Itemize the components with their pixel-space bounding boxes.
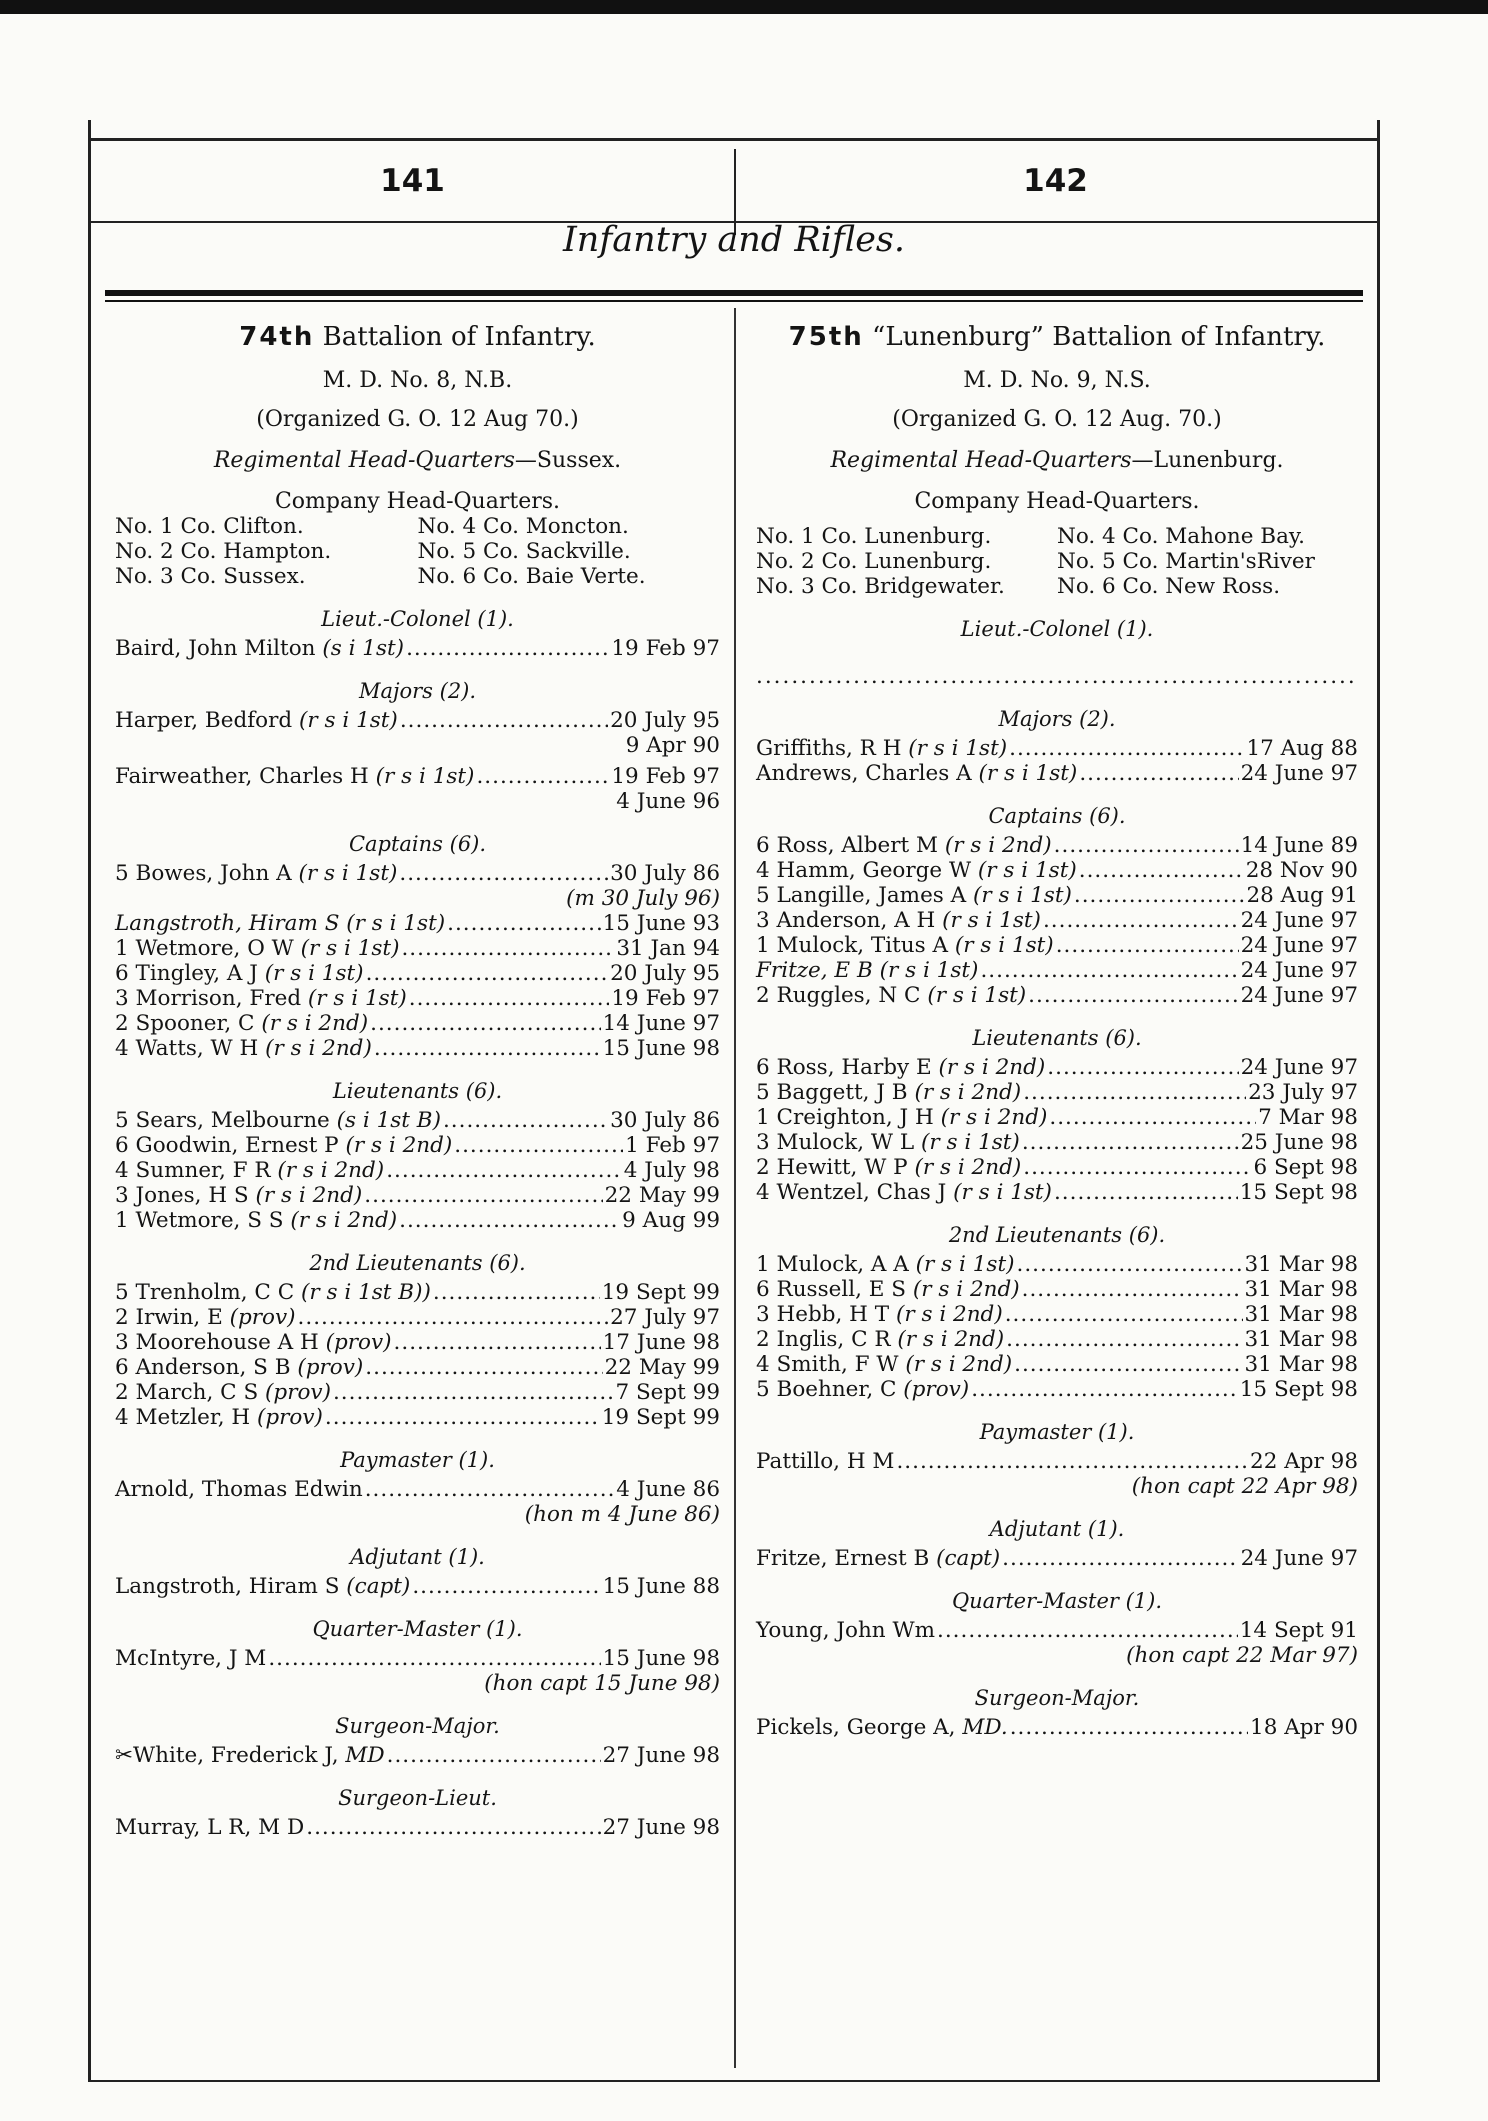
commission-date: 24 June 97 xyxy=(1240,908,1358,933)
officer-entry xyxy=(756,933,1358,958)
regimental-hq xyxy=(115,448,720,473)
commission-date: 27 June 98 xyxy=(602,1743,720,1768)
commission-date: 24 June 97 xyxy=(1240,983,1358,1008)
scan-edge-bar xyxy=(0,0,1488,14)
officer-name: Pickels, George A, xyxy=(756,1715,956,1740)
officer-entry xyxy=(115,986,720,1011)
regimental-hq xyxy=(756,448,1358,473)
qualification: (r s i 2nd) xyxy=(905,1352,1013,1377)
officer-name: 5 Sears, Melbourne xyxy=(115,1108,330,1133)
page-number-left: 141 xyxy=(380,163,445,199)
officer-entry xyxy=(115,1355,720,1380)
qualification: (r s i 1st) xyxy=(879,958,979,983)
officer-entry xyxy=(115,1574,720,1599)
officer-name: 4 Hamm, George W xyxy=(756,858,972,883)
officer-name: Arnold, Thomas Edwin xyxy=(115,1477,363,1502)
officer-entry xyxy=(756,1546,1358,1571)
battalion-name: “Lunenburg” Battalion of Infantry. xyxy=(872,322,1326,352)
qualification: (prov) xyxy=(257,1405,323,1430)
organized-note: (Organized G. O. 12 Aug 70.) xyxy=(256,407,579,432)
company-entry: No. 3 Co. Bridgewater. xyxy=(756,574,1005,599)
officer-entry xyxy=(115,636,720,661)
commission-date: 9 Aug 99 xyxy=(622,1208,720,1233)
company-entry: No. 6 Co. New Ross. xyxy=(1057,574,1281,599)
officer-name: 4 Watts, W H xyxy=(115,1036,259,1061)
commission-date: 19 Sept 99 xyxy=(601,1405,720,1430)
officer-entry xyxy=(756,1055,1358,1080)
entry-note-text: (hon capt 15 June 98) xyxy=(484,1671,720,1696)
commission-date: 14 June 97 xyxy=(602,1011,720,1036)
qualification: (r s i 1st) xyxy=(915,1252,1015,1277)
officer-entry xyxy=(756,1105,1358,1130)
qualification: (capt) xyxy=(936,1546,1001,1571)
rank-heading: Lieutenants (6). xyxy=(972,1026,1142,1050)
rank-heading: Captains (6). xyxy=(988,804,1126,828)
company-row xyxy=(115,514,720,539)
qualification: (r s i 1st) xyxy=(307,986,407,1011)
officer-entry xyxy=(756,1277,1358,1302)
qualification: (r s i 2nd) xyxy=(914,1080,1022,1105)
commission-date: 31 Mar 98 xyxy=(1244,1352,1358,1377)
officer-name: Young, John Wm xyxy=(756,1618,935,1643)
qualification: (r s i 1st) xyxy=(300,936,400,961)
commission-date: 27 June 98 xyxy=(602,1815,720,1840)
commission-date: 30 July 86 xyxy=(610,861,720,886)
rank-heading: Majors (2). xyxy=(998,707,1116,731)
officer-name: Griffiths, R H xyxy=(756,736,902,761)
rank-heading: Lieutenants (6). xyxy=(332,1079,503,1103)
company-entry: No. 5 Co. Martin'sRiver xyxy=(1057,549,1315,574)
commission-date: 28 Nov 90 xyxy=(1245,858,1358,883)
officer-name: 2 Irwin, E xyxy=(115,1305,223,1330)
officer-name: 5 Bowes, John A xyxy=(115,861,292,886)
officer-entry xyxy=(756,1130,1358,1155)
officer-name: 2 Inglis, C R xyxy=(756,1327,891,1352)
officer-name: Baird, John Milton xyxy=(115,636,316,661)
officer-entry xyxy=(115,861,720,886)
officer-name: 6 Goodwin, Ernest P xyxy=(115,1133,339,1158)
organized-note: (Organized G. O. 12 Aug. 70.) xyxy=(892,407,1222,432)
officer-entry xyxy=(756,1327,1358,1352)
commission-date: 7 Mar 98 xyxy=(1258,1105,1358,1130)
commission-date: 19 Feb 97 xyxy=(611,764,720,789)
officer-entry xyxy=(756,833,1358,858)
commission-date: 24 June 97 xyxy=(1240,1055,1358,1080)
officer-name: 6 Ross, Albert M xyxy=(756,833,939,858)
qualification: (r s i 1st) xyxy=(346,911,446,936)
officer-entry xyxy=(115,1305,720,1330)
officer-name: 4 Wentzel, Chas J xyxy=(756,1180,947,1205)
company-entry: No. 5 Co. Sackville. xyxy=(417,539,631,564)
qualification: (r s i 1st) xyxy=(977,858,1077,883)
officer-name: 1 Mulock, Titus A xyxy=(756,933,949,958)
qualification: (s i 1st) xyxy=(322,636,405,661)
officer-name: Murray, L R, M D xyxy=(115,1815,305,1840)
qualification: (r s i 1st) xyxy=(908,736,1008,761)
commission-date: 31 Mar 98 xyxy=(1244,1302,1358,1327)
officer-name: 6 Anderson, S B xyxy=(115,1355,291,1380)
officer-name: 3 Jones, H S xyxy=(115,1183,249,1208)
officer-name: 3 Anderson, A H xyxy=(756,908,936,933)
rank-heading: Adjutant (1). xyxy=(989,1517,1125,1541)
regimental-hq-label: Regimental Head-Quarters xyxy=(830,448,1132,473)
qualification: (r s i 2nd) xyxy=(944,833,1052,858)
qualification: (r s i 2nd) xyxy=(897,1327,1005,1352)
commission-date: 25 June 98 xyxy=(1240,1130,1358,1155)
officer-name: 2 Hewitt, W P xyxy=(756,1155,908,1180)
rank-heading: 2nd Lieutenants (6). xyxy=(948,1223,1166,1247)
qualification: (prov) xyxy=(297,1355,364,1380)
officer-entry xyxy=(115,1011,720,1036)
company-row xyxy=(756,524,1358,549)
officer-name: 3 Moorehouse A H xyxy=(115,1330,319,1355)
officer-entry xyxy=(756,1449,1358,1474)
company-entry: No. 2 Co. Lunenburg. xyxy=(756,549,992,574)
officer-name: Fritze, E B xyxy=(756,958,873,983)
rank-heading: Majors (2). xyxy=(358,679,477,703)
officer-entry xyxy=(115,1183,720,1208)
rank-heading: Paymaster (1). xyxy=(340,1448,495,1472)
commission-date: 15 Sept 98 xyxy=(1239,1377,1358,1402)
officer-entry xyxy=(115,1158,720,1183)
officer-name: Pattillo, H M xyxy=(756,1449,895,1474)
officer-entry xyxy=(115,764,720,789)
commission-date: 14 Sept 91 xyxy=(1239,1618,1358,1643)
officer-entry xyxy=(756,1302,1358,1327)
qualification: (r s i 2nd) xyxy=(912,1277,1020,1302)
commission-date: 31 Mar 98 xyxy=(1244,1252,1358,1277)
commission-date: 24 June 97 xyxy=(1240,1546,1358,1571)
header-rule-thin xyxy=(105,300,1363,302)
rank-heading: Captains (6). xyxy=(348,832,487,856)
commission-date: 17 June 98 xyxy=(602,1330,720,1355)
qualification: (r s i 1st) xyxy=(921,1130,1020,1155)
company-row xyxy=(115,564,720,589)
entry-note-text: (hon capt 22 Apr 98) xyxy=(1131,1474,1358,1499)
officer-name: ✂White, Frederick J, xyxy=(115,1743,339,1768)
rank-heading: Paymaster (1). xyxy=(979,1420,1135,1444)
officer-entry xyxy=(115,1815,720,1840)
officer-name: 6 Russell, E S xyxy=(756,1277,907,1302)
officer-entry xyxy=(115,1133,720,1158)
officer-entry xyxy=(756,1352,1358,1377)
qualification: (r s i 2nd) xyxy=(940,1105,1048,1130)
qualification: (r s i 2nd) xyxy=(290,1208,398,1233)
qualification: (r s i 1st) xyxy=(942,908,1041,933)
officer-entry xyxy=(115,1743,720,1768)
company-entry: No. 1 Co. Lunenburg. xyxy=(756,524,992,549)
officer-name: 4 Sumner, F R xyxy=(115,1158,271,1183)
rank-heading: Surgeon-Lieut. xyxy=(338,1786,497,1810)
qualification: (s i 1st B) xyxy=(336,1108,441,1133)
officer-name: 3 Mulock, W L xyxy=(756,1130,915,1155)
qualification: (r s i 1st) xyxy=(927,983,1027,1008)
officer-entry xyxy=(115,1330,720,1355)
commission-date: 28 Aug 91 xyxy=(1246,883,1358,908)
commission-date: 15 Sept 98 xyxy=(1239,1180,1358,1205)
commission-date: 22 Apr 98 xyxy=(1250,1449,1358,1474)
right-column xyxy=(756,315,1358,1740)
qualification: MD. xyxy=(962,1715,1008,1740)
battalion-name: Battalion of Infantry. xyxy=(322,322,596,352)
officer-name: 5 Trenholm, C C xyxy=(115,1280,295,1305)
officer-name: 1 Wetmore, S S xyxy=(115,1208,284,1233)
commission-date: 31 Mar 98 xyxy=(1244,1277,1358,1302)
company-entry: No. 4 Co. Moncton. xyxy=(417,514,629,539)
company-row xyxy=(756,549,1358,574)
commission-date: 19 Sept 99 xyxy=(601,1280,720,1305)
company-entry: No. 2 Co. Hampton. xyxy=(115,539,332,564)
entry-note xyxy=(115,1502,720,1527)
commission-date: 31 Jan 94 xyxy=(616,936,720,961)
commission-date: 27 July 97 xyxy=(610,1305,720,1330)
rank-heading: Adjutant (1). xyxy=(350,1545,485,1569)
officer-name: McIntyre, J M xyxy=(115,1646,267,1671)
officer-name: 3 Hebb, H T xyxy=(756,1302,890,1327)
officer-entry xyxy=(115,1208,720,1233)
qualification: (capt) xyxy=(346,1574,411,1599)
officer-name: Langstroth, Hiram S xyxy=(115,911,340,936)
commission-date: 30 July 86 xyxy=(610,1108,720,1133)
officer-entry xyxy=(756,1715,1358,1740)
officer-entry xyxy=(756,1252,1358,1277)
officer-entry xyxy=(756,1155,1358,1180)
qualification: (r s i 1st) xyxy=(375,764,475,789)
page-number-right: 142 xyxy=(1023,163,1088,199)
commission-date: 7 Sept 99 xyxy=(615,1380,720,1405)
section-title: Infantry and Rifles. xyxy=(562,220,906,260)
officer-name: 5 Baggett, J B xyxy=(756,1080,908,1105)
entry-note-text: (hon capt 22 Mar 97) xyxy=(1126,1643,1358,1668)
officer-name: 5 Boehner, C xyxy=(756,1377,897,1402)
regimental-hq-value: —Lunenburg. xyxy=(1131,448,1284,473)
qualification: (r s i 2nd) xyxy=(938,1055,1046,1080)
officer-name: 2 Spooner, C xyxy=(115,1011,255,1036)
vacant-leader-line xyxy=(756,664,1358,689)
rank-heading: 2nd Lieutenants (6). xyxy=(309,1251,526,1275)
officer-entry xyxy=(115,961,720,986)
entry-note xyxy=(756,1474,1358,1499)
officer-name: 1 Creighton, J H xyxy=(756,1105,934,1130)
commission-date: 1 Feb 97 xyxy=(625,1133,720,1158)
qualification: (r s i 1st) xyxy=(953,1180,1052,1205)
company-list xyxy=(756,524,1358,599)
officer-entry xyxy=(115,936,720,961)
qualification: (r s i 2nd) xyxy=(895,1302,1003,1327)
entry-note-text: (m 30 July 96) xyxy=(566,886,720,911)
qualification: (r s i 2nd) xyxy=(261,1011,369,1036)
rank-heading: Lieut.-Colonel (1). xyxy=(321,607,514,631)
officer-name: 1 Mulock, A A xyxy=(756,1252,909,1277)
company-row xyxy=(756,574,1358,599)
page-header xyxy=(91,138,1377,223)
officer-name: Harper, Bedford xyxy=(115,708,293,733)
officer-name: Langstroth, Hiram S xyxy=(115,1574,340,1599)
qualification: (r s i 2nd) xyxy=(255,1183,363,1208)
commission-date: 24 June 97 xyxy=(1240,933,1358,958)
qualification: (r s i 1st) xyxy=(973,883,1072,908)
officer-entry xyxy=(115,1380,720,1405)
commission-date: 4 July 98 xyxy=(623,1158,720,1183)
header-rule-thick xyxy=(105,290,1363,296)
commission-date: 31 Mar 98 xyxy=(1244,1327,1358,1352)
qualification: (r s i 2nd) xyxy=(265,1036,372,1061)
battalion-title xyxy=(115,321,720,354)
officer-name: 4 Metzler, H xyxy=(115,1405,251,1430)
commission-date: 6 Sept 98 xyxy=(1253,1155,1358,1180)
officer-entry xyxy=(756,858,1358,883)
qualification: MD xyxy=(345,1743,385,1768)
regimental-hq-value: —Sussex. xyxy=(514,448,622,473)
qualification: (prov) xyxy=(903,1377,970,1402)
commission-date: 15 June 98 xyxy=(602,1036,720,1061)
commission-date: 15 June 98 xyxy=(602,1646,720,1671)
commission-date: 15 June 93 xyxy=(602,911,720,936)
qualification: (r s i 1st) xyxy=(298,861,398,886)
entry-note xyxy=(115,886,720,911)
commission-date: 24 June 97 xyxy=(1240,958,1358,983)
commission-date: 22 May 99 xyxy=(604,1355,720,1380)
company-row xyxy=(115,539,720,564)
commission-date: 22 May 99 xyxy=(604,1183,720,1208)
entry-note: 9 Apr 90 xyxy=(625,733,720,758)
officer-entry xyxy=(115,911,720,936)
officer-name: 6 Tingley, A J xyxy=(115,961,258,986)
regimental-hq-label: Regimental Head-Quarters xyxy=(213,448,515,473)
commission-date: 19 Feb 97 xyxy=(611,636,720,661)
qualification: (prov) xyxy=(229,1305,296,1330)
entry-note xyxy=(115,1671,720,1696)
commission-date: 15 June 88 xyxy=(602,1574,720,1599)
qualification: (prov) xyxy=(265,1380,331,1405)
qualification: (r s i 2nd) xyxy=(345,1133,453,1158)
company-hq-title: Company Head-Quarters. xyxy=(914,489,1200,514)
commission-date: 20 July 95 xyxy=(610,708,720,733)
qualification: (r s i 2nd) xyxy=(914,1155,1022,1180)
commission-date: 17 Aug 88 xyxy=(1246,736,1358,761)
officer-name: Fritze, Ernest B xyxy=(756,1546,930,1571)
battalion-number: 74th xyxy=(239,322,315,352)
company-entry: No. 6 Co. Baie Verte. xyxy=(417,564,646,589)
company-entry: No. 4 Co. Mahone Bay. xyxy=(1057,524,1306,549)
rank-heading: Quarter-Master (1). xyxy=(951,1589,1163,1613)
officer-name: 4 Smith, F W xyxy=(756,1352,899,1377)
military-district: M. D. No. 8, N.B. xyxy=(322,368,513,393)
rank-heading: Surgeon-Major. xyxy=(335,1714,500,1738)
qualification: (r s i 1st B)) xyxy=(301,1280,431,1305)
left-column xyxy=(115,315,720,1840)
commission-date: 23 July 97 xyxy=(1248,1080,1358,1105)
officer-entry xyxy=(756,958,1358,983)
rank-heading: Lieut.-Colonel (1). xyxy=(960,617,1154,641)
commission-date: 14 June 89 xyxy=(1240,833,1358,858)
officer-name: 2 March, C S xyxy=(115,1380,259,1405)
qualification: (r s i 2nd) xyxy=(277,1158,385,1183)
entry-note xyxy=(756,1643,1358,1668)
qualification: (r s i 1st) xyxy=(954,933,1054,958)
officer-entry xyxy=(756,761,1358,786)
officer-entry xyxy=(756,736,1358,761)
officer-entry xyxy=(756,883,1358,908)
rank-heading: Surgeon-Major. xyxy=(974,1686,1140,1710)
officer-name: 3 Morrison, Fred xyxy=(115,986,302,1011)
officer-entry xyxy=(756,1180,1358,1205)
officer-entry xyxy=(756,1618,1358,1643)
officer-entry xyxy=(756,908,1358,933)
officer-entry xyxy=(115,1036,720,1061)
officer-entry xyxy=(115,1280,720,1305)
officer-entry xyxy=(756,983,1358,1008)
qualification: (r s i 1st) xyxy=(264,961,364,986)
commission-date: 4 June 86 xyxy=(616,1477,720,1502)
rank-heading: Quarter-Master (1). xyxy=(312,1617,523,1641)
company-list xyxy=(115,514,720,589)
officer-name: 5 Langille, James A xyxy=(756,883,967,908)
officer-name: 2 Ruggles, N C xyxy=(756,983,921,1008)
qualification: (r s i 1st) xyxy=(978,761,1078,786)
company-entry: No. 1 Co. Clifton. xyxy=(115,514,304,539)
commission-date: 18 Apr 90 xyxy=(1250,1715,1358,1740)
commission-date: 19 Feb 97 xyxy=(611,986,720,1011)
entry-note: 4 June 96 xyxy=(616,789,720,814)
company-entry: No. 3 Co. Sussex. xyxy=(115,564,306,589)
officer-name: 1 Wetmore, O W xyxy=(115,936,294,961)
officer-entry xyxy=(115,1477,720,1502)
officer-entry xyxy=(115,1646,720,1671)
page-frame xyxy=(88,120,1380,2082)
officer-name: Fairweather, Charles H xyxy=(115,764,369,789)
officer-entry xyxy=(115,708,720,733)
commission-date: 20 July 95 xyxy=(610,961,720,986)
military-district: M. D. No. 9, N.S. xyxy=(963,368,1151,393)
company-hq-title: Company Head-Quarters. xyxy=(274,489,561,514)
officer-name: Andrews, Charles A xyxy=(756,761,972,786)
qualification: (prov) xyxy=(325,1330,392,1355)
column-divider xyxy=(734,308,736,2068)
qualification: (r s i 1st) xyxy=(299,708,398,733)
battalion-title xyxy=(756,321,1358,354)
officer-name: 6 Ross, Harby E xyxy=(756,1055,932,1080)
commission-date: 24 June 97 xyxy=(1240,761,1358,786)
entry-note-text: (hon m 4 June 86) xyxy=(524,1502,720,1527)
officer-entry xyxy=(756,1080,1358,1105)
battalion-number: 75th xyxy=(788,322,864,352)
officer-entry xyxy=(115,1108,720,1133)
officer-entry xyxy=(115,1405,720,1430)
officer-entry xyxy=(756,1377,1358,1402)
